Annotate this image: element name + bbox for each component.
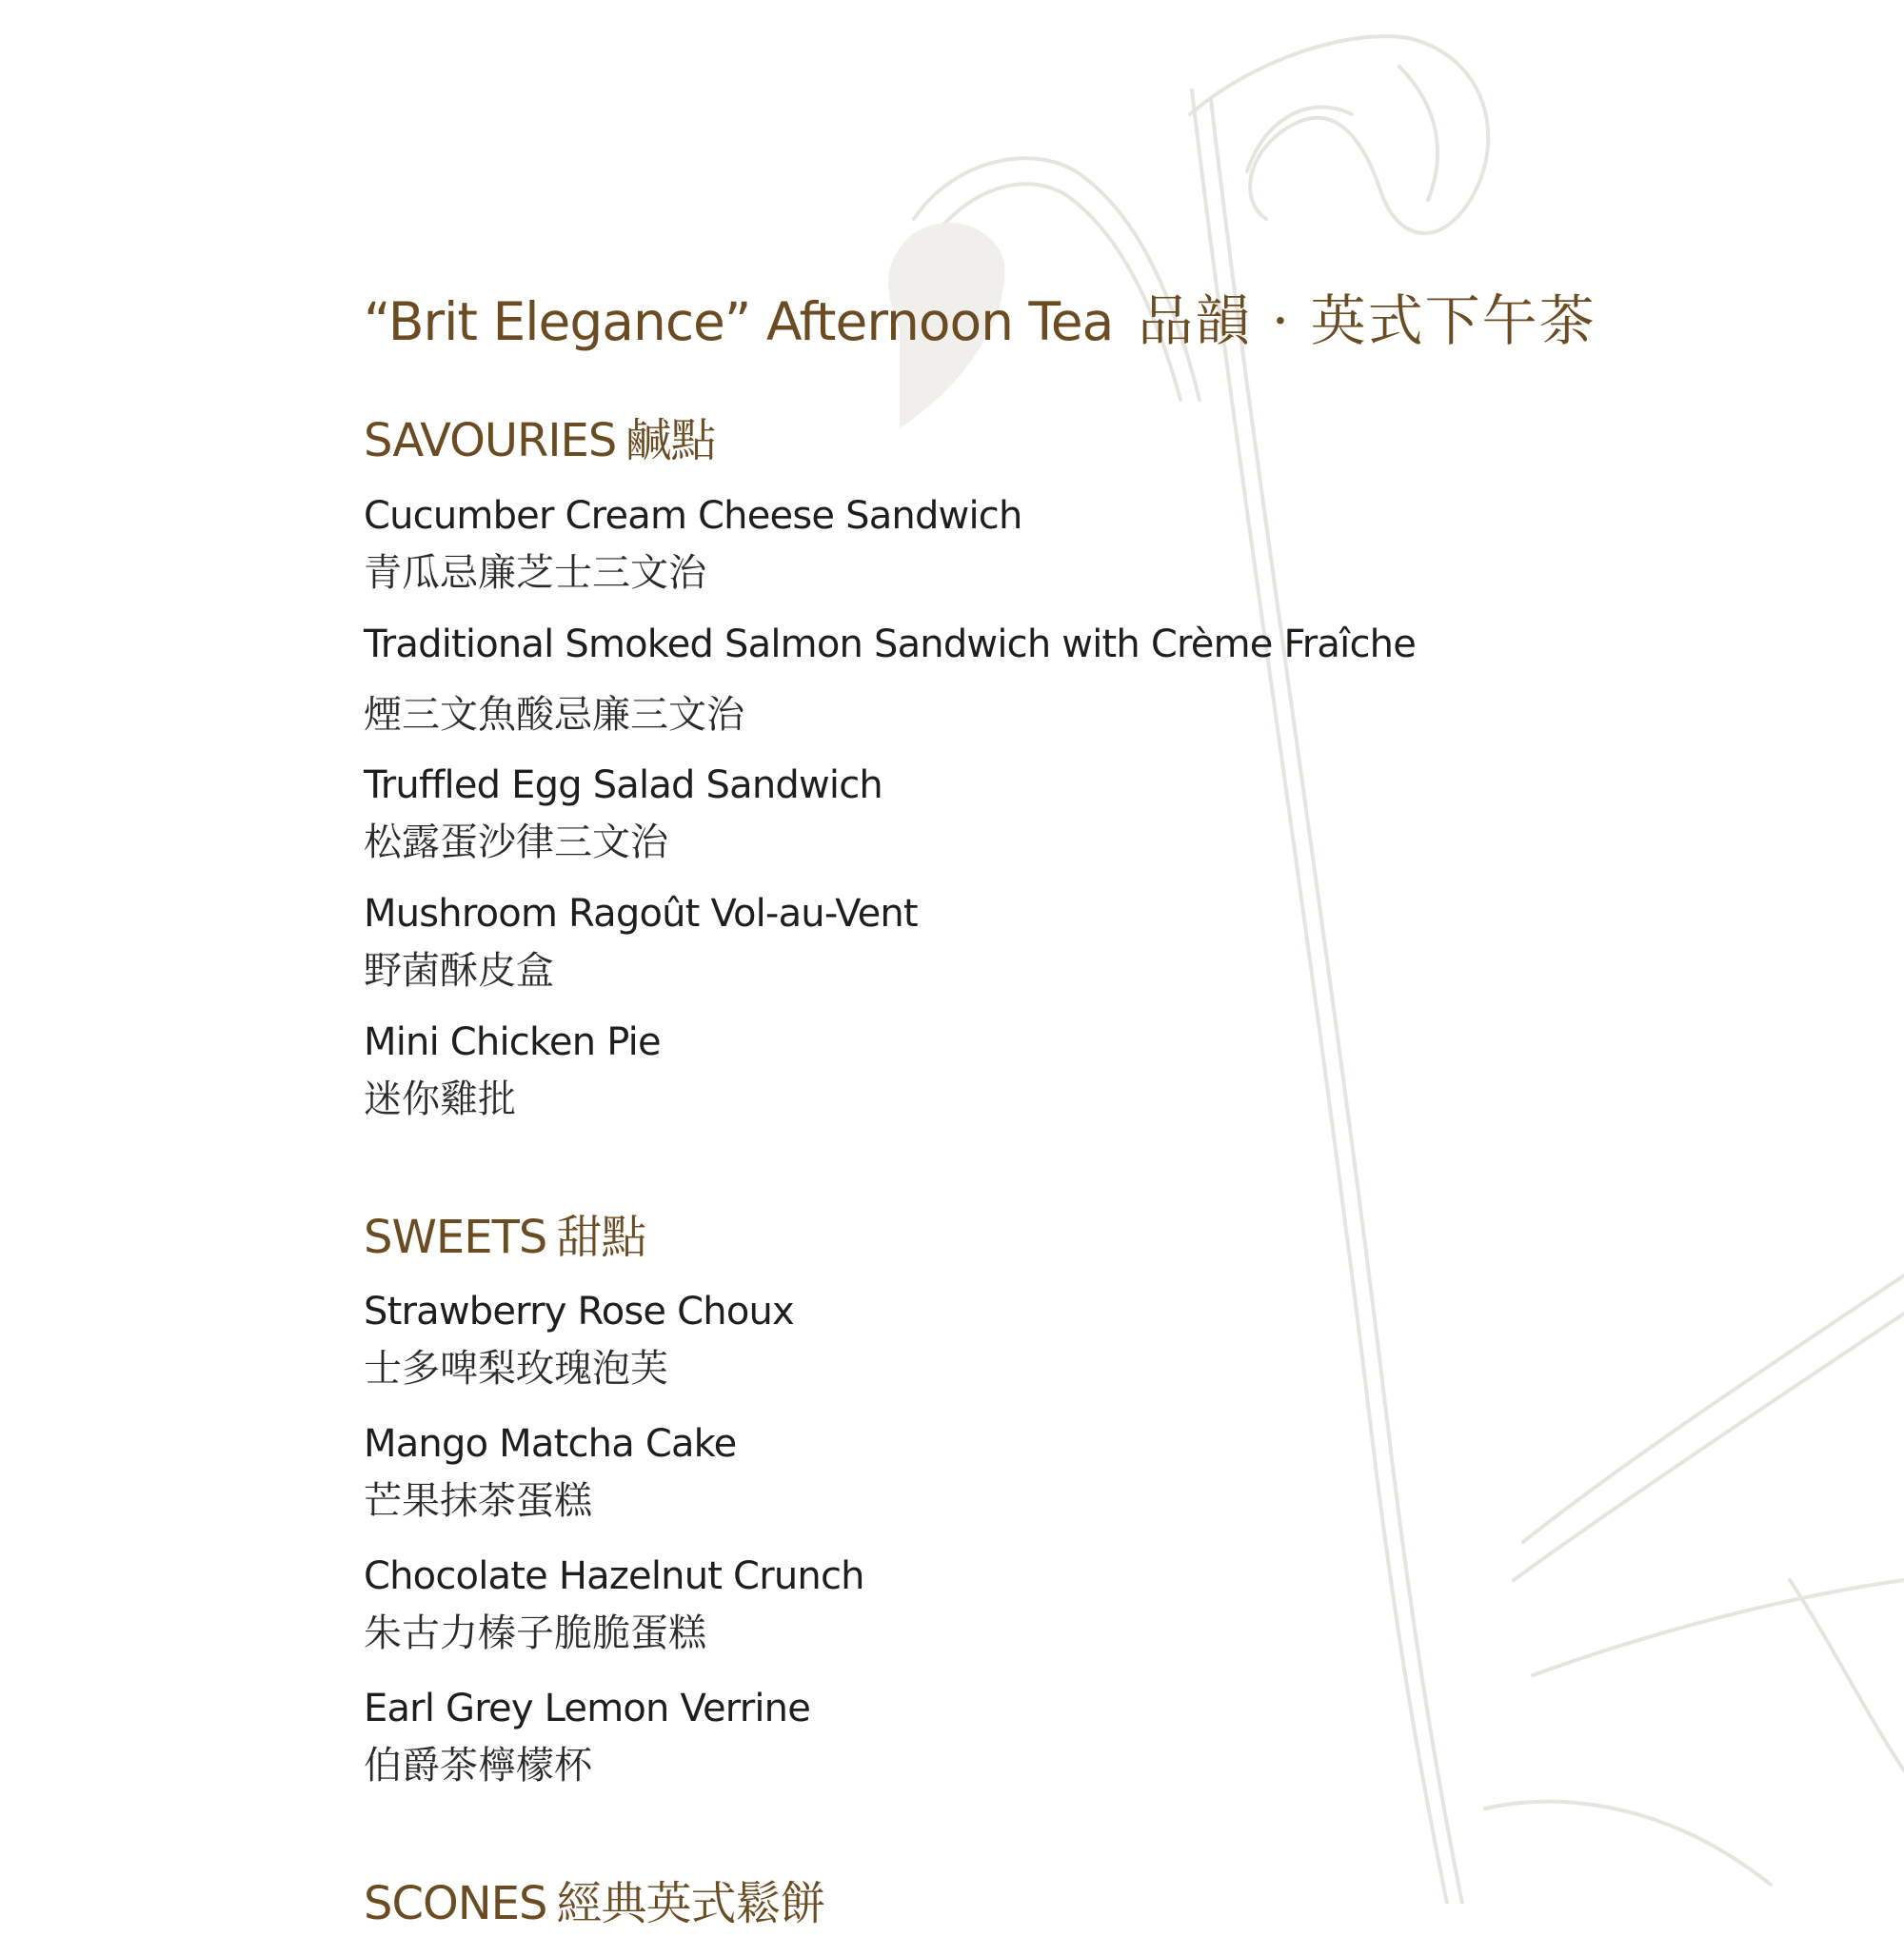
leaf-lower-right-3	[1790, 1580, 1904, 1770]
menu-title-chinese: 品韻 · 英式下午茶	[1138, 288, 1597, 353]
menu-item	[364, 1287, 794, 1393]
section-heading-chinese: 經典英式鬆餅	[556, 1877, 825, 1930]
menu-item-chinese: 伯爵茶檸檬杯	[364, 1744, 592, 1788]
menu-item-english: Strawberry Rose Choux	[364, 1290, 794, 1334]
section-heading-english: SCONES	[364, 1877, 547, 1930]
section-heading-chinese: 鹹點	[625, 414, 716, 467]
leaf-bottom	[1485, 1802, 1771, 1885]
menu-item-chinese: 松露蛋沙律三文治	[364, 820, 668, 864]
section-heading-sweets	[364, 1204, 645, 1271]
menu-item-english: Truffled Egg Salad Sandwich	[364, 763, 883, 807]
menu-item-english: Mango Matcha Cake	[364, 1422, 737, 1466]
bud-inner	[1247, 108, 1352, 172]
bud-outline	[1190, 36, 1488, 233]
leaf-lower-right-inner	[1514, 1314, 1904, 1580]
section-heading-chinese: 甜點	[556, 1211, 646, 1264]
menu-item-chinese: 芒果抹茶蛋糕	[364, 1479, 592, 1523]
stem-line-inner	[1211, 100, 1462, 1904]
menu-item	[364, 761, 883, 867]
menu-item-english: Mini Chicken Pie	[364, 1020, 661, 1064]
menu-item-chinese: 迷你雞批	[364, 1077, 516, 1121]
menu-item	[364, 1684, 810, 1790]
menu-item-english: Mushroom Ragoût Vol-au-Vent	[364, 892, 918, 936]
menu-item-english: Traditional Smoked Salmon Sandwich with Crème Fraîche	[364, 623, 1417, 666]
leaf-lower-right-2	[1533, 1580, 1904, 1675]
menu-item-english: Cucumber Cream Cheese Sandwich	[364, 494, 1022, 538]
menu-item	[364, 889, 918, 996]
menu-item	[364, 1018, 661, 1124]
menu-item	[364, 620, 1416, 740]
section-heading-english: SAVOURIES	[364, 414, 617, 467]
section-heading-savouries	[364, 407, 715, 474]
menu-item-chinese: 野菌酥皮盒	[364, 949, 554, 993]
menu-item-chinese: 士多啤梨玫瑰泡芙	[364, 1347, 668, 1391]
menu-item-chinese: 煙三文魚酸忌廉三文治	[364, 693, 744, 737]
menu-item-chinese: 青瓜忌廉芝士三文治	[364, 551, 706, 595]
menu-item-english: Chocolate Hazelnut Crunch	[364, 1554, 864, 1598]
section-heading-scones	[364, 1870, 824, 1937]
menu-title	[364, 278, 1597, 365]
menu-title-english: “Brit Elegance” Afternoon Tea	[364, 291, 1114, 352]
section-heading-english: SWEETS	[364, 1211, 547, 1264]
menu-item	[364, 1552, 864, 1658]
menu-item-english: Earl Grey Lemon Verrine	[364, 1687, 811, 1730]
menu-item-chinese: 朱古力榛子脆脆蛋糕	[364, 1611, 706, 1655]
bud-tip	[1399, 67, 1438, 200]
menu-item	[364, 491, 1022, 598]
menu-item	[364, 1419, 736, 1526]
leaf-lower-right	[1523, 1275, 1904, 1542]
